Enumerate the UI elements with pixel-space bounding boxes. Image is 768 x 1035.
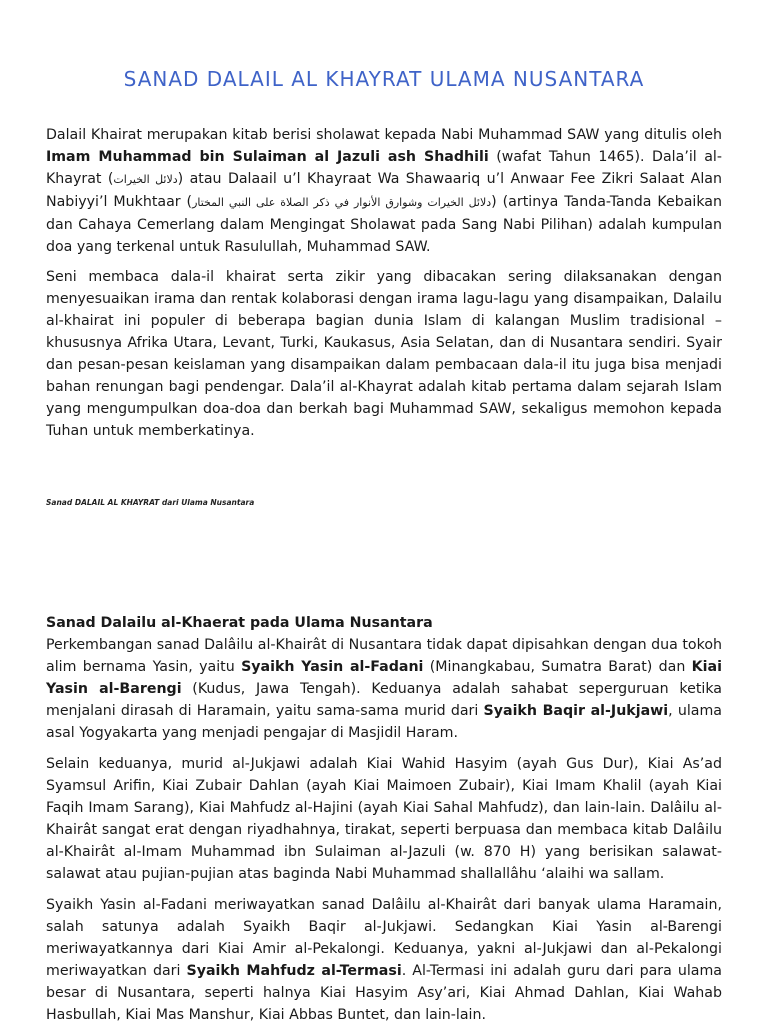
section-paragraph-2: Selain keduanya, murid al-Jukjawi adalah Kiai Wahid Hasyim (ayah Gus Dur), Kiai As’ad Syamsul Arifin, Kiai Zubair Dahlan (ayah Kiai Maimoen Zubair), Kiai Imam Khalil (ayah Kiai Faqih Imam Sarang), Kiai Mahfudz al-Hajini (ayah Kiai Sahal Mahfudz), dan lain-lain. Dalâilu al-Khairât sangat erat dengan riyadhahnya, tirakat, seperti berpuasa dan membaca kitab Dalâilu al-Khairât al-Imam Muhammad ibn Sulaiman al-Jazuli (w. 870 H) yang berisikan salawat-salawat atau pujian-pujian atas baginda Nabi Muhammad shallallâhu ‘alaihi wa sallam.	[46, 756, 722, 882]
intro-p1-text-4: ) (artinya Tanda-Tanda Kebaikan dan Cahaya Cemerlang dalam Mengingat Sholawat pada Sang Nabi Pilihan) adalah kumpulan doa yang terkenal untuk Rasulullah, Muhammad SAW.	[46, 194, 722, 255]
document-title: SANAD DALAIL AL KHAYRAT ULAMA NUSANTARA	[123, 67, 645, 91]
arabic-title-full: دلائل الخيرات وشوارق الأنوار في ذكر الصلاة على النبي المختار	[192, 196, 492, 209]
image-caption: Sanad DALAIL AL KHAYRAT dari Ulama Nusantara	[46, 498, 255, 507]
intro-p1-text-3: ) atau Dalaail u’l Khayraat Wa Shawaariq u’l Anwaar Fee Zikri Salaat Alan Nabiyyi’l Mukhtaar (	[46, 171, 722, 210]
section-p3-text-1: Syaikh Yasin al-Fadani meriwayatkan sanad Dalâilu al-Khairât dari banyak ulama Haramain, salah satunya adalah Syaikh Baqir al-Jukjawi. Sedangkan Kiai Yasin al-Barengi meriwayatkannya dari Kiai Amir al-Pekalongi. Keduanya, yakni al-Jukjawi dan al-Pekalongi meriwayatkan dari	[46, 897, 722, 979]
section-p1-text-3: (Kudus, Jawa Tengah). Keduanya adalah sahabat seperguruan ketika menjalani dirasah di Haramain, yaitu sama-sama murid dari	[46, 681, 722, 719]
name-yasin-fadani: Syaikh Yasin al-Fadani	[241, 659, 424, 675]
section-paragraph-1	[46, 634, 722, 744]
intro-paragraph-1	[46, 124, 722, 258]
section-p3-text-2: . Al-Termasi ini adalah guru dari para ulama besar di Nusantara, seperti halnya Kiai Hasyim Asy’ari, Kiai Ahmad Dahlan, Kiai Wahab Hasbullah, Kiai Mas Manshur, Kiai Abbas Buntet, dan lain-lain.	[46, 963, 722, 1023]
author-name: Imam Muhammad bin Sulaiman al Jazuli ash Shadhili	[46, 149, 489, 165]
name-mahfudz-termasi: Syaikh Mahfudz al-Termasi	[186, 963, 402, 979]
section-paragraph-3	[46, 894, 722, 1026]
section-p1-text-1: Perkembangan sanad Dalâilu al-Khairât di Nusantara tidak dapat dipisahkan dengan dua tokoh alim bernama Yasin, yaitu	[46, 637, 722, 675]
section-heading: Sanad Dalailu al-Khaerat pada Ulama Nusantara	[46, 615, 433, 631]
intro-paragraph-2: Seni membaca dala-il khairat serta zikir yang dibacakan sering dilaksanakan dengan menyesuaikan irama dan rentak kolaborasi dengan irama lagu-lagu yang disampaikan, Dalailu al-khairat ini populer di beberapa bagian dunia Islam di kalangan Muslim tradisional – khususnya Afrika Utara, Levant, Turki, Kaukasus, Asia Selatan, dan di Nusantara sendiri. Syair dan pesan-pesan keislaman yang disampaikan dalam pembacaan dala-il itu juga bisa menjadi bahan renungan bagi pendengar. Dala’il al-Khayrat adalah kitab pertama dalam sejarah Islam yang mengumpulkan doa-doa dan berkah bagi Muhammad SAW, sekaligus memohon kepada Tuhan untuk memberkatinya.	[46, 269, 722, 439]
intro-p1-text-1: Dalail Khairat merupakan kitab berisi sholawat kepada Nabi Muhammad SAW yang ditulis oleh	[46, 127, 722, 143]
name-yasin-barengi: Kiai Yasin al-Barengi	[46, 659, 722, 697]
sanad-section	[46, 612, 722, 1035]
intro-p1-text-2: (wafat Tahun 1465). Dala’il al-Khayrat (	[46, 149, 722, 187]
name-baqir-jukjawi: Syaikh Baqir al-Jukjawi	[483, 703, 669, 719]
section-p1-text-4: , ulama asal Yogyakarta yang menjadi pengajar di Masjidil Haram.	[46, 703, 722, 741]
arabic-title-short: دلائل الخيرات	[113, 173, 178, 186]
intro-section	[46, 124, 722, 450]
section-p1-text-2: (Minangkabau, Sumatra Barat) dan	[423, 659, 692, 675]
